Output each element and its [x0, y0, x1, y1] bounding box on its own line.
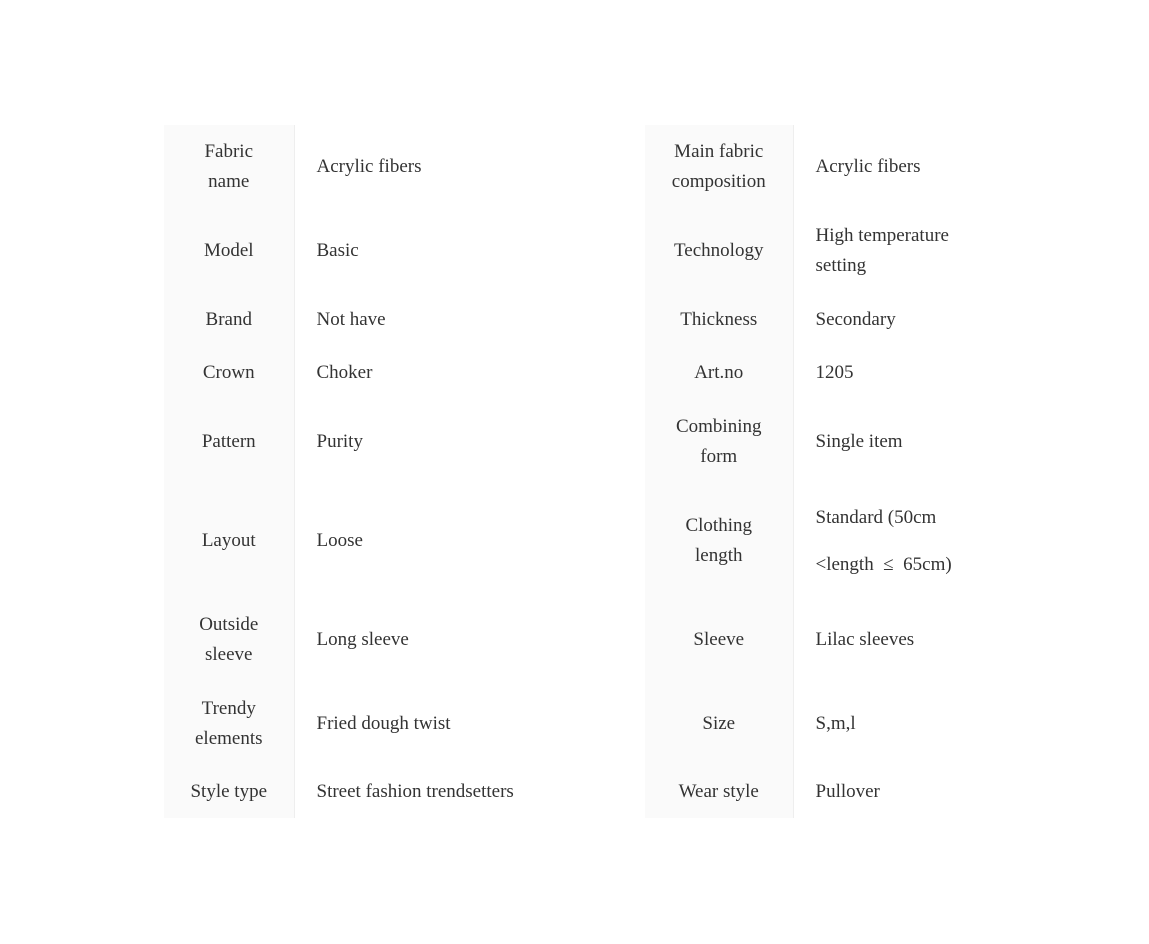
spec-value: 1205: [815, 362, 854, 383]
spec-value: Secondary: [815, 308, 896, 330]
spec-label: Art.no: [645, 346, 793, 400]
spec-value: Choker: [316, 362, 373, 383]
spec-value: [793, 483, 997, 598]
spec-label: Style type: [164, 765, 294, 818]
spec-label: Thickness: [645, 293, 793, 346]
table-row: [164, 765, 997, 818]
spec-value: Acrylic fibers: [316, 156, 422, 177]
spec-label: Trendy elements: [164, 682, 294, 765]
spec-value: High temperature setting: [815, 225, 949, 276]
spec-label: Fabric name: [164, 125, 294, 209]
spec-value-line: Standard (50cm: [815, 506, 937, 528]
spec-value: Basic: [316, 240, 359, 261]
spec-value: Fried dough twist: [316, 712, 451, 734]
spec-label: Combining form: [645, 400, 793, 483]
spec-label: Size: [645, 682, 793, 765]
spec-value: S,m,l: [815, 712, 856, 734]
spec-value: Acrylic fibers: [815, 156, 921, 177]
table-row: [164, 483, 997, 598]
spec-value: Loose: [316, 529, 363, 551]
spec-value: Pullover: [815, 780, 880, 802]
spec-label: Crown: [164, 346, 294, 400]
product-spec-table: [164, 125, 997, 818]
spec-value: Lilac sleeves: [815, 629, 915, 650]
table-row: [164, 598, 997, 682]
spec-label: Pattern: [164, 400, 294, 483]
spec-label: Model: [164, 209, 294, 293]
spec-label: Sleeve: [645, 598, 793, 682]
spec-label: Clothing length: [645, 483, 793, 598]
spec-value: Long sleeve: [316, 629, 409, 650]
table-row: [164, 209, 997, 293]
table-row: [164, 125, 997, 209]
spec-value: Street fashion trendsetters: [316, 780, 514, 802]
spec-value: Single item: [815, 430, 903, 452]
spec-value: Purity: [316, 430, 363, 452]
spec-label: Main fabric composition: [645, 125, 793, 209]
spec-label: Brand: [164, 293, 294, 346]
spec-label: Technology: [645, 209, 793, 293]
spec-value: Not have: [316, 308, 386, 330]
spec-label: Layout: [164, 483, 294, 598]
table-row: [164, 400, 997, 483]
table-row: [164, 293, 997, 346]
table-row: [164, 682, 997, 765]
spec-value-line: <length ≤ 65cm): [815, 553, 952, 575]
spec-label: Wear style: [645, 765, 793, 818]
table-row: [164, 346, 997, 400]
spec-label: Outside sleeve: [164, 598, 294, 682]
